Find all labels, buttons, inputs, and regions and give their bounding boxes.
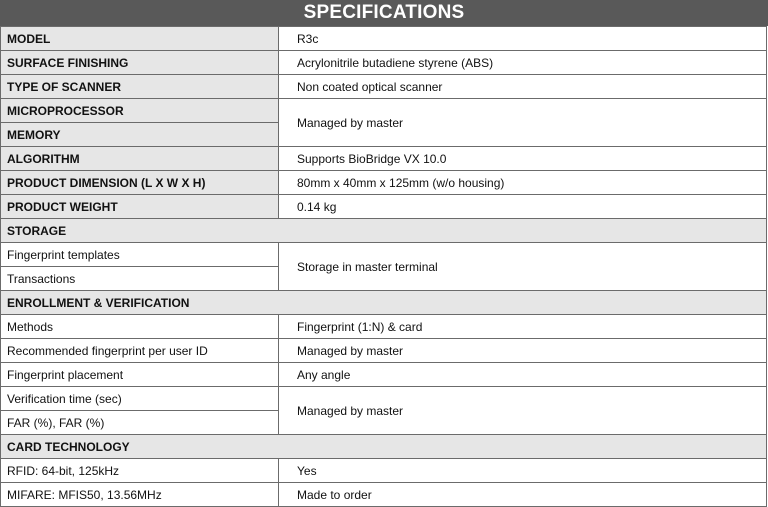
spec-label: PRODUCT WEIGHT	[1, 195, 279, 219]
spec-row-verification-time	[1, 387, 767, 411]
spec-row-algorithm	[1, 147, 767, 171]
spec-value: Any angle	[279, 363, 767, 387]
spec-row-weight	[1, 195, 767, 219]
spec-row-rfid	[1, 459, 767, 483]
spec-row-scanner	[1, 75, 767, 99]
spec-row-microprocessor	[1, 99, 767, 123]
section-title: CARD TECHNOLOGY	[1, 435, 767, 459]
spec-value: Made to order	[279, 483, 767, 507]
spec-row-mifare	[1, 483, 767, 507]
spec-label: RFID: 64-bit, 125kHz	[1, 459, 279, 483]
spec-label: Recommended fingerprint per user ID	[1, 339, 279, 363]
spec-value: R3c	[279, 27, 767, 51]
spec-row-surface	[1, 51, 767, 75]
spec-label: SURFACE FINISHING	[1, 51, 279, 75]
spec-value: Managed by master	[279, 339, 767, 363]
spec-row-methods	[1, 315, 767, 339]
spec-value: Managed by master	[279, 99, 767, 147]
spec-label: MIFARE: MFIS50, 13.56MHz	[1, 483, 279, 507]
section-header-enrollment	[1, 291, 767, 315]
spec-value: 0.14 kg	[279, 195, 767, 219]
spec-label: Verification time (sec)	[1, 387, 279, 411]
spec-value: Non coated optical scanner	[279, 75, 767, 99]
spec-value: Supports BioBridge VX 10.0	[279, 147, 767, 171]
section-title: ENROLLMENT & VERIFICATION	[1, 291, 767, 315]
spec-label: MEMORY	[1, 123, 279, 147]
section-header-storage	[1, 219, 767, 243]
spec-label: Fingerprint placement	[1, 363, 279, 387]
section-header-card	[1, 435, 767, 459]
spec-label: Methods	[1, 315, 279, 339]
spec-label: Fingerprint templates	[1, 243, 279, 267]
spec-value: 80mm x 40mm x 125mm (w/o housing)	[279, 171, 767, 195]
spec-row-templates	[1, 243, 767, 267]
spec-row-placement	[1, 363, 767, 387]
spec-value: Yes	[279, 459, 767, 483]
spec-label: TYPE OF SCANNER	[1, 75, 279, 99]
spec-label: MICROPROCESSOR	[1, 99, 279, 123]
specifications-table	[0, 26, 767, 507]
spec-label: MODEL	[1, 27, 279, 51]
spec-label: PRODUCT DIMENSION (L X W X H)	[1, 171, 279, 195]
spec-value: Fingerprint (1:N) & card	[279, 315, 767, 339]
spec-row-dimension	[1, 171, 767, 195]
spec-value: Storage in master terminal	[279, 243, 767, 291]
spec-label: FAR (%), FAR (%)	[1, 411, 279, 435]
spec-label: Transactions	[1, 267, 279, 291]
spec-row-recommended	[1, 339, 767, 363]
spec-value: Managed by master	[279, 387, 767, 435]
spec-row-model	[1, 27, 767, 51]
page-title: SPECIFICATIONS	[0, 0, 768, 26]
section-title: STORAGE	[1, 219, 767, 243]
spec-value: Acrylonitrile butadiene styrene (ABS)	[279, 51, 767, 75]
spec-label: ALGORITHM	[1, 147, 279, 171]
